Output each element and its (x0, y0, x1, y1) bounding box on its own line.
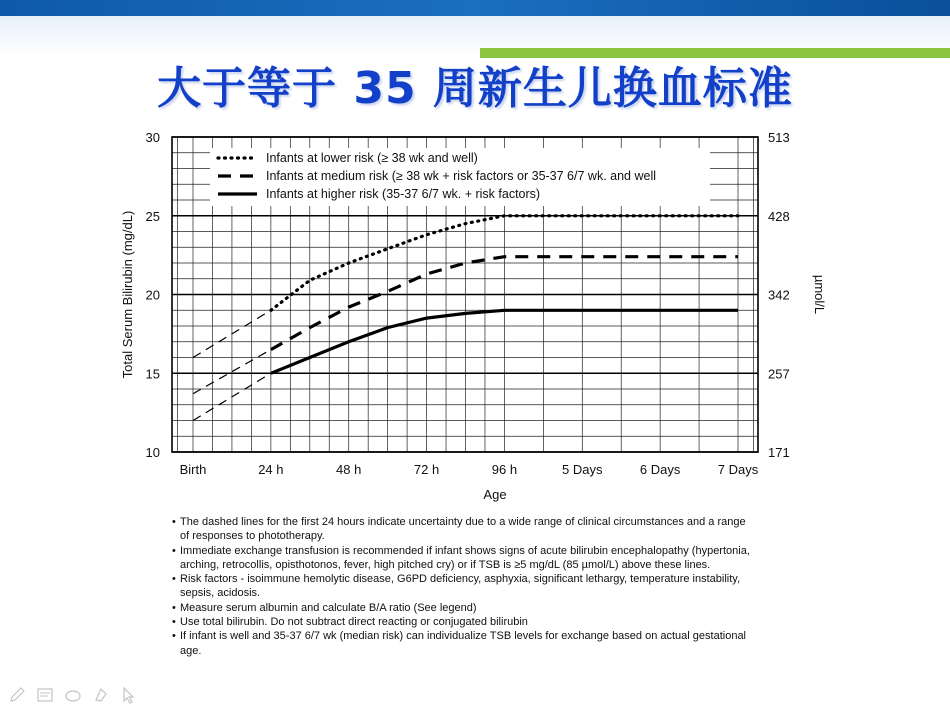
eraser-icon[interactable] (64, 686, 82, 704)
note-item: • If infant is well and 35-37 6/7 wk (median risk) can individualize TSB levels for exchange based on actual gestational age. (172, 629, 752, 658)
pen-icon[interactable] (8, 686, 26, 704)
x-tick-label: 72 h (413, 462, 440, 477)
x-axis-title: Age (483, 487, 507, 502)
slide-icon[interactable] (36, 686, 54, 704)
note-item: • Use total bilirubin. Do not subtract direct reacting or conjugated bilirubin (172, 615, 752, 629)
y2-tick-label: 342 (768, 287, 790, 303)
legend-label: Infants at lower risk (≥ 38 wk and well) (266, 151, 478, 165)
y-tick-label: 10 (145, 445, 160, 460)
y-tick-label: 25 (145, 208, 160, 224)
highlighter-icon[interactable] (92, 686, 110, 704)
x-tick-label: 24 h (258, 462, 284, 477)
slide-title: 大于等于 35 周新生儿换血标准 (157, 63, 793, 114)
y2-tick-label: 257 (768, 366, 790, 382)
note-item: • Measure serum albumin and calculate B/A ratio (See legend) (172, 601, 752, 615)
y-axis-title: Total Serum Bilirubin (mg/dL) (120, 210, 135, 379)
legend-label: Infants at medium risk (≥ 38 wk + risk factors or 35-37 6/7 wk. and well (266, 169, 656, 183)
legend-label: Infants at higher risk (35-37 6/7 wk. + risk factors) (266, 187, 541, 201)
pointer-icon[interactable] (120, 686, 138, 704)
note-item: • Immediate exchange transfusion is recommended if infant shows signs of acute bilirubin encephalopathy (hypertonia, arching, retrocollis, opisthotonos, fever, high pitched cry) or if TSB is ≥5 mg/dL (85 µmol/L) above these lines. (172, 544, 752, 573)
x-tick-label: 96 h (491, 462, 518, 477)
y-tick-label: 15 (145, 366, 160, 382)
note-item: • Risk factors - isoimmune hemolytic disease, G6PD deficiency, asphyxia, significant lethargy, temperature instability, sepsis, acidosis. (172, 572, 752, 601)
x-tick-label: Birth (179, 462, 207, 477)
x-tick-label: 7 Days (717, 462, 759, 477)
notes-list (172, 515, 752, 658)
y-tick-label: 20 (145, 287, 160, 303)
y2-axis-title: µmol/L (812, 274, 827, 315)
y2-tick-label: 513 (768, 130, 790, 145)
x-tick-label: 6 Days (639, 462, 681, 477)
note-item: • The dashed lines for the first 24 hours indicate uncertainty due to a wide range of clinical circumstances and a range of responses to phototherapy. (172, 515, 752, 544)
x-tick-label: 48 h (336, 462, 362, 477)
y2-tick-label: 171 (768, 445, 790, 460)
y2-tick-label: 428 (768, 208, 790, 224)
presentation-toolbar (8, 683, 138, 707)
y-tick-label: 30 (145, 130, 160, 145)
x-tick-label: 5 Days (562, 462, 603, 477)
